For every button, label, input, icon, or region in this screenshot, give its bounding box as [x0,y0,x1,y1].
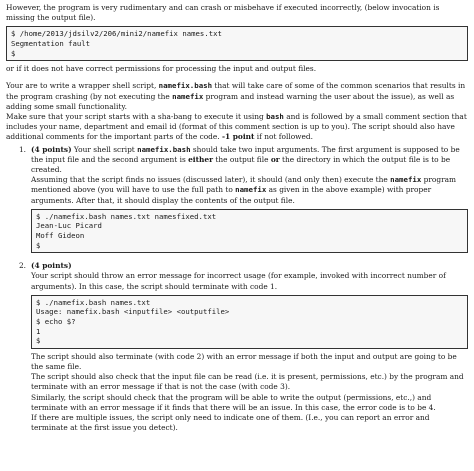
inline-code: namefix [390,175,422,185]
item-number: 2. [18,261,26,271]
inline-code: bash [266,112,284,121]
intro-paragraph-2: or if it does not have correct permissions for processing the input and output files. [6,64,317,74]
inline-code: namefix.bash [158,81,213,91]
list-item: 1. (4 points) Your shell script namefix.bash should take two input arguments. The first argument is supposed to be the input file and the second argument is either the output file or the directory in which the output file is to be created. Assuming that the script finds no issues (discussed later), it should (and only then) execute the namefix program mentioned above (you will have to use the full path to namefix as given in the above example) with proper arguments. After that, it should display the contents of the output file. $ ./namefix.bash names.txt namesfixed.txt Jean-Luc Picard Moff Gideon $ [6,145,468,257]
inline-code: namefix [235,185,267,195]
inline-code: namefix [172,91,204,101]
penalty-text: -1 point [221,132,255,142]
code-block-segfault: $ /home/2013/jdsilv2/206/mini2/namefix names.txt Segmentation fault $ [6,26,468,61]
inline-code: namefix.bash [137,144,191,154]
points-label: (4 points) [31,261,72,271]
code-block-usage-error: $ ./namefix.bash names.txt Usage: namefix.bash <inputfile> <outputfile> $ echo $? 1 $ [31,295,468,349]
code-block-example-run: $ ./namefix.bash names.txt namesfixed.txt Jean-Luc Picard Moff Gideon $ [31,209,468,253]
list-item: 2. (4 points) Your script should throw an error message for incorrect usage (for example, invoked with incorrect number of arguments). In this case, the script should terminate with code 1. $ ./namefix.bash names.txt Usage: namefix.bash <inputfile> <outputfile> $ echo $? 1 $ The script should also terminate (with code 2) with an error message if both the input and output are going to be the same file. The script should also check that the input file can be read (i.e. it is present, permissions, etc.) by the program and terminate with an error message if that is not the case (with code 3). Similarly, the script should check that the program will be able to write the output (permissions, etc.,) and terminate with an error message if it finds that there will be an issue. In this case, the error code is to be 4. If there are multiple issues, the script only need to indicate one of them. (I.e., you can report an error and terminate at the first issue you detect). [6,261,468,433]
intro-paragraph-4: Make sure that your script starts with a sha-bang to execute it using bash and is followed by a small comment section that includes your name, department and email id (format of this comment section is up to you). The script should also have additional comments for the important parts of the code. -1 point if not followed. [6,112,467,142]
intro-paragraph-3: Your are to write a wrapper shell script, namefix.bash that will take care of some of the common scenarios that results in the program crashing (by not executing the namefix program and instead warning the user about the issue), as well as adding some small functionality. [6,81,466,111]
points-label: (4 points) [31,144,72,154]
intro-paragraph-1: However, the program is very rudimentary and can crash or misbehave if executed incorrectly, (below invocation is missing the output file). [6,3,440,23]
item-number: 1. [18,144,26,154]
